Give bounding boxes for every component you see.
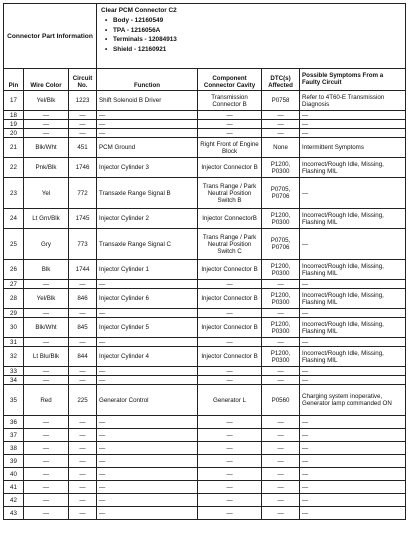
table-row	[4, 158, 406, 178]
cell-function: —	[97, 280, 198, 289]
cell-symptoms: Refer to 4T60-E Transmission Diagnosis	[300, 91, 406, 111]
cell-wire-color: —	[24, 129, 69, 138]
table-row	[4, 416, 406, 429]
cell-wire-color: —	[24, 468, 69, 481]
cell-symptoms: Incorrect/Rough Idle, Missing, Flashing MIL	[300, 347, 406, 367]
cell-circuit: 225	[69, 385, 97, 416]
column-header-row	[4, 69, 406, 91]
cell-dtc: —	[262, 338, 300, 347]
cell-wire-color: —	[24, 416, 69, 429]
connector-table-sheet	[3, 3, 405, 520]
cell-cavity: —	[198, 507, 262, 520]
table-row	[4, 129, 406, 138]
cell-function: Injector Cylinder 6	[97, 289, 198, 309]
cell-cavity: —	[198, 416, 262, 429]
cell-pin: 24	[4, 209, 24, 229]
cell-symptoms: —	[300, 481, 406, 494]
cell-wire-color: —	[24, 280, 69, 289]
cell-circuit: —	[69, 494, 97, 507]
cell-pin: 42	[4, 494, 24, 507]
cell-pin: 38	[4, 442, 24, 455]
cell-circuit: —	[69, 367, 97, 376]
cell-dtc: —	[262, 111, 300, 120]
column-header-pin: Pin	[4, 69, 24, 91]
cell-dtc: —	[262, 309, 300, 318]
cell-dtc: —	[262, 129, 300, 138]
cell-wire-color: —	[24, 494, 69, 507]
cell-circuit: —	[69, 455, 97, 468]
cell-circuit: —	[69, 280, 97, 289]
cell-pin: 25	[4, 229, 24, 260]
connector-info-row	[4, 4, 406, 69]
cell-dtc: —	[262, 429, 300, 442]
cell-function: Injector Cylinder 5	[97, 318, 198, 338]
table-row	[4, 289, 406, 309]
cell-wire-color: —	[24, 442, 69, 455]
cell-dtc: P0705, P0706	[262, 178, 300, 209]
cell-circuit: 772	[69, 178, 97, 209]
cell-cavity: —	[198, 111, 262, 120]
cell-dtc: —	[262, 120, 300, 129]
cell-symptoms: —	[300, 429, 406, 442]
cell-function: Transaxle Range Signal B	[97, 178, 198, 209]
cell-circuit: —	[69, 416, 97, 429]
cell-dtc: —	[262, 376, 300, 385]
column-header-function: Function	[97, 69, 198, 91]
cell-dtc: P1200, P0300	[262, 347, 300, 367]
cell-cavity: Injector Connector B	[198, 289, 262, 309]
cell-circuit: 451	[69, 138, 97, 158]
cell-pin: 17	[4, 91, 24, 111]
cell-function: —	[97, 494, 198, 507]
cell-pin: 22	[4, 158, 24, 178]
column-header-cavity: Component Connector Cavity	[198, 69, 262, 91]
cell-function: PCM Ground	[97, 138, 198, 158]
cell-circuit: —	[69, 429, 97, 442]
cell-circuit: 1746	[69, 158, 97, 178]
cell-dtc: —	[262, 442, 300, 455]
cell-function: —	[97, 120, 198, 129]
connector-part-item: • Shield - 12160921	[113, 45, 401, 55]
cell-pin: 20	[4, 129, 24, 138]
table-row	[4, 507, 406, 520]
cell-symptoms: —	[300, 367, 406, 376]
cell-symptoms: Incorrect/Rough Idle, Missing, Flashing MIL	[300, 209, 406, 229]
cell-cavity: Injector Connector B	[198, 318, 262, 338]
cell-cavity: Right Front of Engine Block	[198, 138, 262, 158]
cell-wire-color: Yel/Blk	[24, 91, 69, 111]
cell-cavity: —	[198, 481, 262, 494]
column-header-wire-color: Wire Color	[24, 69, 69, 91]
cell-function: —	[97, 416, 198, 429]
cell-symptoms: —	[300, 416, 406, 429]
cell-pin: 19	[4, 120, 24, 129]
cell-cavity: Injector Connector B	[198, 347, 262, 367]
cell-dtc: —	[262, 481, 300, 494]
cell-symptoms: Incorrect/Rough Idle, Missing, Flashing MIL	[300, 158, 406, 178]
cell-dtc: —	[262, 280, 300, 289]
column-header-circuit: Circuit No.	[69, 69, 97, 91]
cell-function: Shift Solenoid B Driver	[97, 91, 198, 111]
cell-symptoms: —	[300, 129, 406, 138]
table-row	[4, 138, 406, 158]
cell-wire-color: —	[24, 376, 69, 385]
connector-parts-list	[101, 16, 401, 54]
cell-cavity: —	[198, 494, 262, 507]
cell-dtc: P1200, P0300	[262, 209, 300, 229]
cell-symptoms: —	[300, 309, 406, 318]
connector-info-title: Connector Part Information	[4, 4, 97, 69]
table-row	[4, 120, 406, 129]
cell-function: —	[97, 376, 198, 385]
cell-wire-color: —	[24, 455, 69, 468]
cell-dtc: P0758	[262, 91, 300, 111]
table-row	[4, 229, 406, 260]
cell-pin: 23	[4, 178, 24, 209]
cell-cavity: —	[198, 376, 262, 385]
cell-cavity: —	[198, 280, 262, 289]
cell-cavity: —	[198, 367, 262, 376]
cell-circuit: 1223	[69, 91, 97, 111]
table-row	[4, 367, 406, 376]
cell-pin: 18	[4, 111, 24, 120]
table-row	[4, 429, 406, 442]
cell-pin: 27	[4, 280, 24, 289]
cell-circuit: —	[69, 338, 97, 347]
cell-function: —	[97, 309, 198, 318]
cell-pin: 40	[4, 468, 24, 481]
cell-symptoms: —	[300, 455, 406, 468]
cell-dtc: —	[262, 494, 300, 507]
table-row	[4, 455, 406, 468]
connector-name: Clear PCM Connector C2	[101, 7, 177, 14]
cell-symptoms: Incorrect/Rough Idle, Missing, Flashing MIL	[300, 260, 406, 280]
cell-pin: 32	[4, 347, 24, 367]
cell-circuit: —	[69, 111, 97, 120]
cell-wire-color: —	[24, 120, 69, 129]
cell-function: —	[97, 129, 198, 138]
table-row	[4, 468, 406, 481]
cell-dtc: —	[262, 455, 300, 468]
cell-cavity: —	[198, 429, 262, 442]
cell-cavity: —	[198, 309, 262, 318]
cell-cavity: Generator L	[198, 385, 262, 416]
cell-dtc: —	[262, 507, 300, 520]
cell-symptoms: —	[300, 507, 406, 520]
table-row	[4, 481, 406, 494]
cell-function: —	[97, 429, 198, 442]
connector-part-item: • Terminals - 12084913	[113, 35, 401, 45]
cell-pin: 26	[4, 260, 24, 280]
table-row	[4, 309, 406, 318]
cell-function: —	[97, 338, 198, 347]
cell-dtc: P1200, P0300	[262, 260, 300, 280]
cell-dtc: P0705, P0706	[262, 229, 300, 260]
cell-pin: 36	[4, 416, 24, 429]
cell-cavity: Injector Connector B	[198, 158, 262, 178]
cell-cavity: —	[198, 442, 262, 455]
connector-pinout-table	[3, 3, 406, 520]
cell-circuit: —	[69, 442, 97, 455]
cell-pin: 30	[4, 318, 24, 338]
cell-function: —	[97, 455, 198, 468]
column-header-dtc: DTC(s) Affected	[262, 69, 300, 91]
cell-wire-color: Blk/Wht	[24, 138, 69, 158]
cell-pin: 37	[4, 429, 24, 442]
cell-symptoms: —	[300, 280, 406, 289]
cell-symptoms: Incorrect/Rough Idle, Missing, Flashing MIL	[300, 318, 406, 338]
cell-dtc: P0560	[262, 385, 300, 416]
cell-circuit: —	[69, 376, 97, 385]
cell-dtc: —	[262, 416, 300, 429]
cell-wire-color: Lt Blu/Blk	[24, 347, 69, 367]
cell-symptoms: —	[300, 442, 406, 455]
cell-symptoms: —	[300, 120, 406, 129]
cell-wire-color: —	[24, 507, 69, 520]
cell-function: —	[97, 468, 198, 481]
cell-wire-color: Yel	[24, 178, 69, 209]
cell-wire-color: —	[24, 429, 69, 442]
cell-circuit: 1744	[69, 260, 97, 280]
table-row	[4, 494, 406, 507]
cell-circuit: —	[69, 129, 97, 138]
cell-function: —	[97, 367, 198, 376]
cell-symptoms: —	[300, 229, 406, 260]
cell-dtc: P1200, P0300	[262, 289, 300, 309]
cell-symptoms: —	[300, 494, 406, 507]
table-row	[4, 209, 406, 229]
table-row	[4, 385, 406, 416]
cell-circuit: —	[69, 309, 97, 318]
cell-circuit: —	[69, 120, 97, 129]
cell-function: Generator Control	[97, 385, 198, 416]
cell-pin: 43	[4, 507, 24, 520]
cell-wire-color: —	[24, 338, 69, 347]
table-row	[4, 442, 406, 455]
cell-pin: 34	[4, 376, 24, 385]
cell-pin: 28	[4, 289, 24, 309]
cell-circuit: 845	[69, 318, 97, 338]
cell-wire-color: Pnk/Blk	[24, 158, 69, 178]
table-row	[4, 347, 406, 367]
cell-function: —	[97, 442, 198, 455]
cell-cavity: —	[198, 455, 262, 468]
cell-circuit: 773	[69, 229, 97, 260]
column-header-symptoms: Possible Symptoms From a Faulty Circuit	[300, 69, 406, 91]
cell-circuit: —	[69, 507, 97, 520]
table-row	[4, 280, 406, 289]
cell-wire-color: —	[24, 111, 69, 120]
cell-wire-color: Blk/Wht	[24, 318, 69, 338]
cell-function: Injector Cylinder 2	[97, 209, 198, 229]
cell-cavity: Injector Connector B	[198, 260, 262, 280]
cell-pin: 41	[4, 481, 24, 494]
cell-circuit: —	[69, 468, 97, 481]
cell-wire-color: —	[24, 367, 69, 376]
cell-circuit: 846	[69, 289, 97, 309]
table-row	[4, 318, 406, 338]
cell-pin: 33	[4, 367, 24, 376]
table-row	[4, 376, 406, 385]
table-row	[4, 338, 406, 347]
cell-wire-color: Gry	[24, 229, 69, 260]
cell-cavity: —	[198, 129, 262, 138]
cell-pin: 29	[4, 309, 24, 318]
cell-pin: 21	[4, 138, 24, 158]
table-row	[4, 91, 406, 111]
cell-symptoms: —	[300, 468, 406, 481]
cell-dtc: —	[262, 468, 300, 481]
cell-dtc: —	[262, 367, 300, 376]
cell-cavity: Injector ConnectorB	[198, 209, 262, 229]
cell-symptoms: Intermittent Symptoms	[300, 138, 406, 158]
cell-pin: 39	[4, 455, 24, 468]
cell-wire-color: Yel/Blk	[24, 289, 69, 309]
cell-cavity: —	[198, 468, 262, 481]
pinout-rows	[4, 91, 406, 520]
cell-circuit: —	[69, 481, 97, 494]
cell-pin: 35	[4, 385, 24, 416]
cell-symptoms: Incorrect/Rough Idle, Missing, Flashing MIL	[300, 289, 406, 309]
cell-cavity: —	[198, 120, 262, 129]
cell-symptoms: —	[300, 178, 406, 209]
cell-cavity: Trans Range / Park Neutral Position Switch C	[198, 229, 262, 260]
cell-wire-color: Blk	[24, 260, 69, 280]
cell-wire-color: Lt Grn/Blk	[24, 209, 69, 229]
cell-dtc: P1200, P0300	[262, 318, 300, 338]
connector-part-item: • Body - 12160549	[113, 16, 401, 26]
table-row	[4, 178, 406, 209]
cell-function: Transaxle Range Signal C	[97, 229, 198, 260]
cell-symptoms: —	[300, 376, 406, 385]
cell-wire-color: —	[24, 481, 69, 494]
cell-function: Injector Cylinder 3	[97, 158, 198, 178]
cell-circuit: 844	[69, 347, 97, 367]
cell-symptoms: —	[300, 338, 406, 347]
cell-symptoms: —	[300, 111, 406, 120]
cell-function: —	[97, 111, 198, 120]
connector-part-item: • TPA - 1216056A	[113, 26, 401, 36]
cell-function: Injector Cylinder 4	[97, 347, 198, 367]
cell-dtc: P1200, P0300	[262, 158, 300, 178]
table-row	[4, 260, 406, 280]
cell-cavity: Transmission Connector B	[198, 91, 262, 111]
cell-circuit: 1745	[69, 209, 97, 229]
table-row	[4, 111, 406, 120]
cell-function: Injector Cylinder 1	[97, 260, 198, 280]
cell-function: —	[97, 507, 198, 520]
cell-cavity: Trans Range / Park Neutral Position Switch B	[198, 178, 262, 209]
connector-info-details	[97, 4, 406, 69]
cell-pin: 31	[4, 338, 24, 347]
cell-dtc: None	[262, 138, 300, 158]
cell-wire-color: —	[24, 309, 69, 318]
cell-function: —	[97, 481, 198, 494]
cell-wire-color: Red	[24, 385, 69, 416]
cell-cavity: —	[198, 338, 262, 347]
cell-symptoms: Charging system inoperative, Generator lamp commanded ON	[300, 385, 406, 416]
